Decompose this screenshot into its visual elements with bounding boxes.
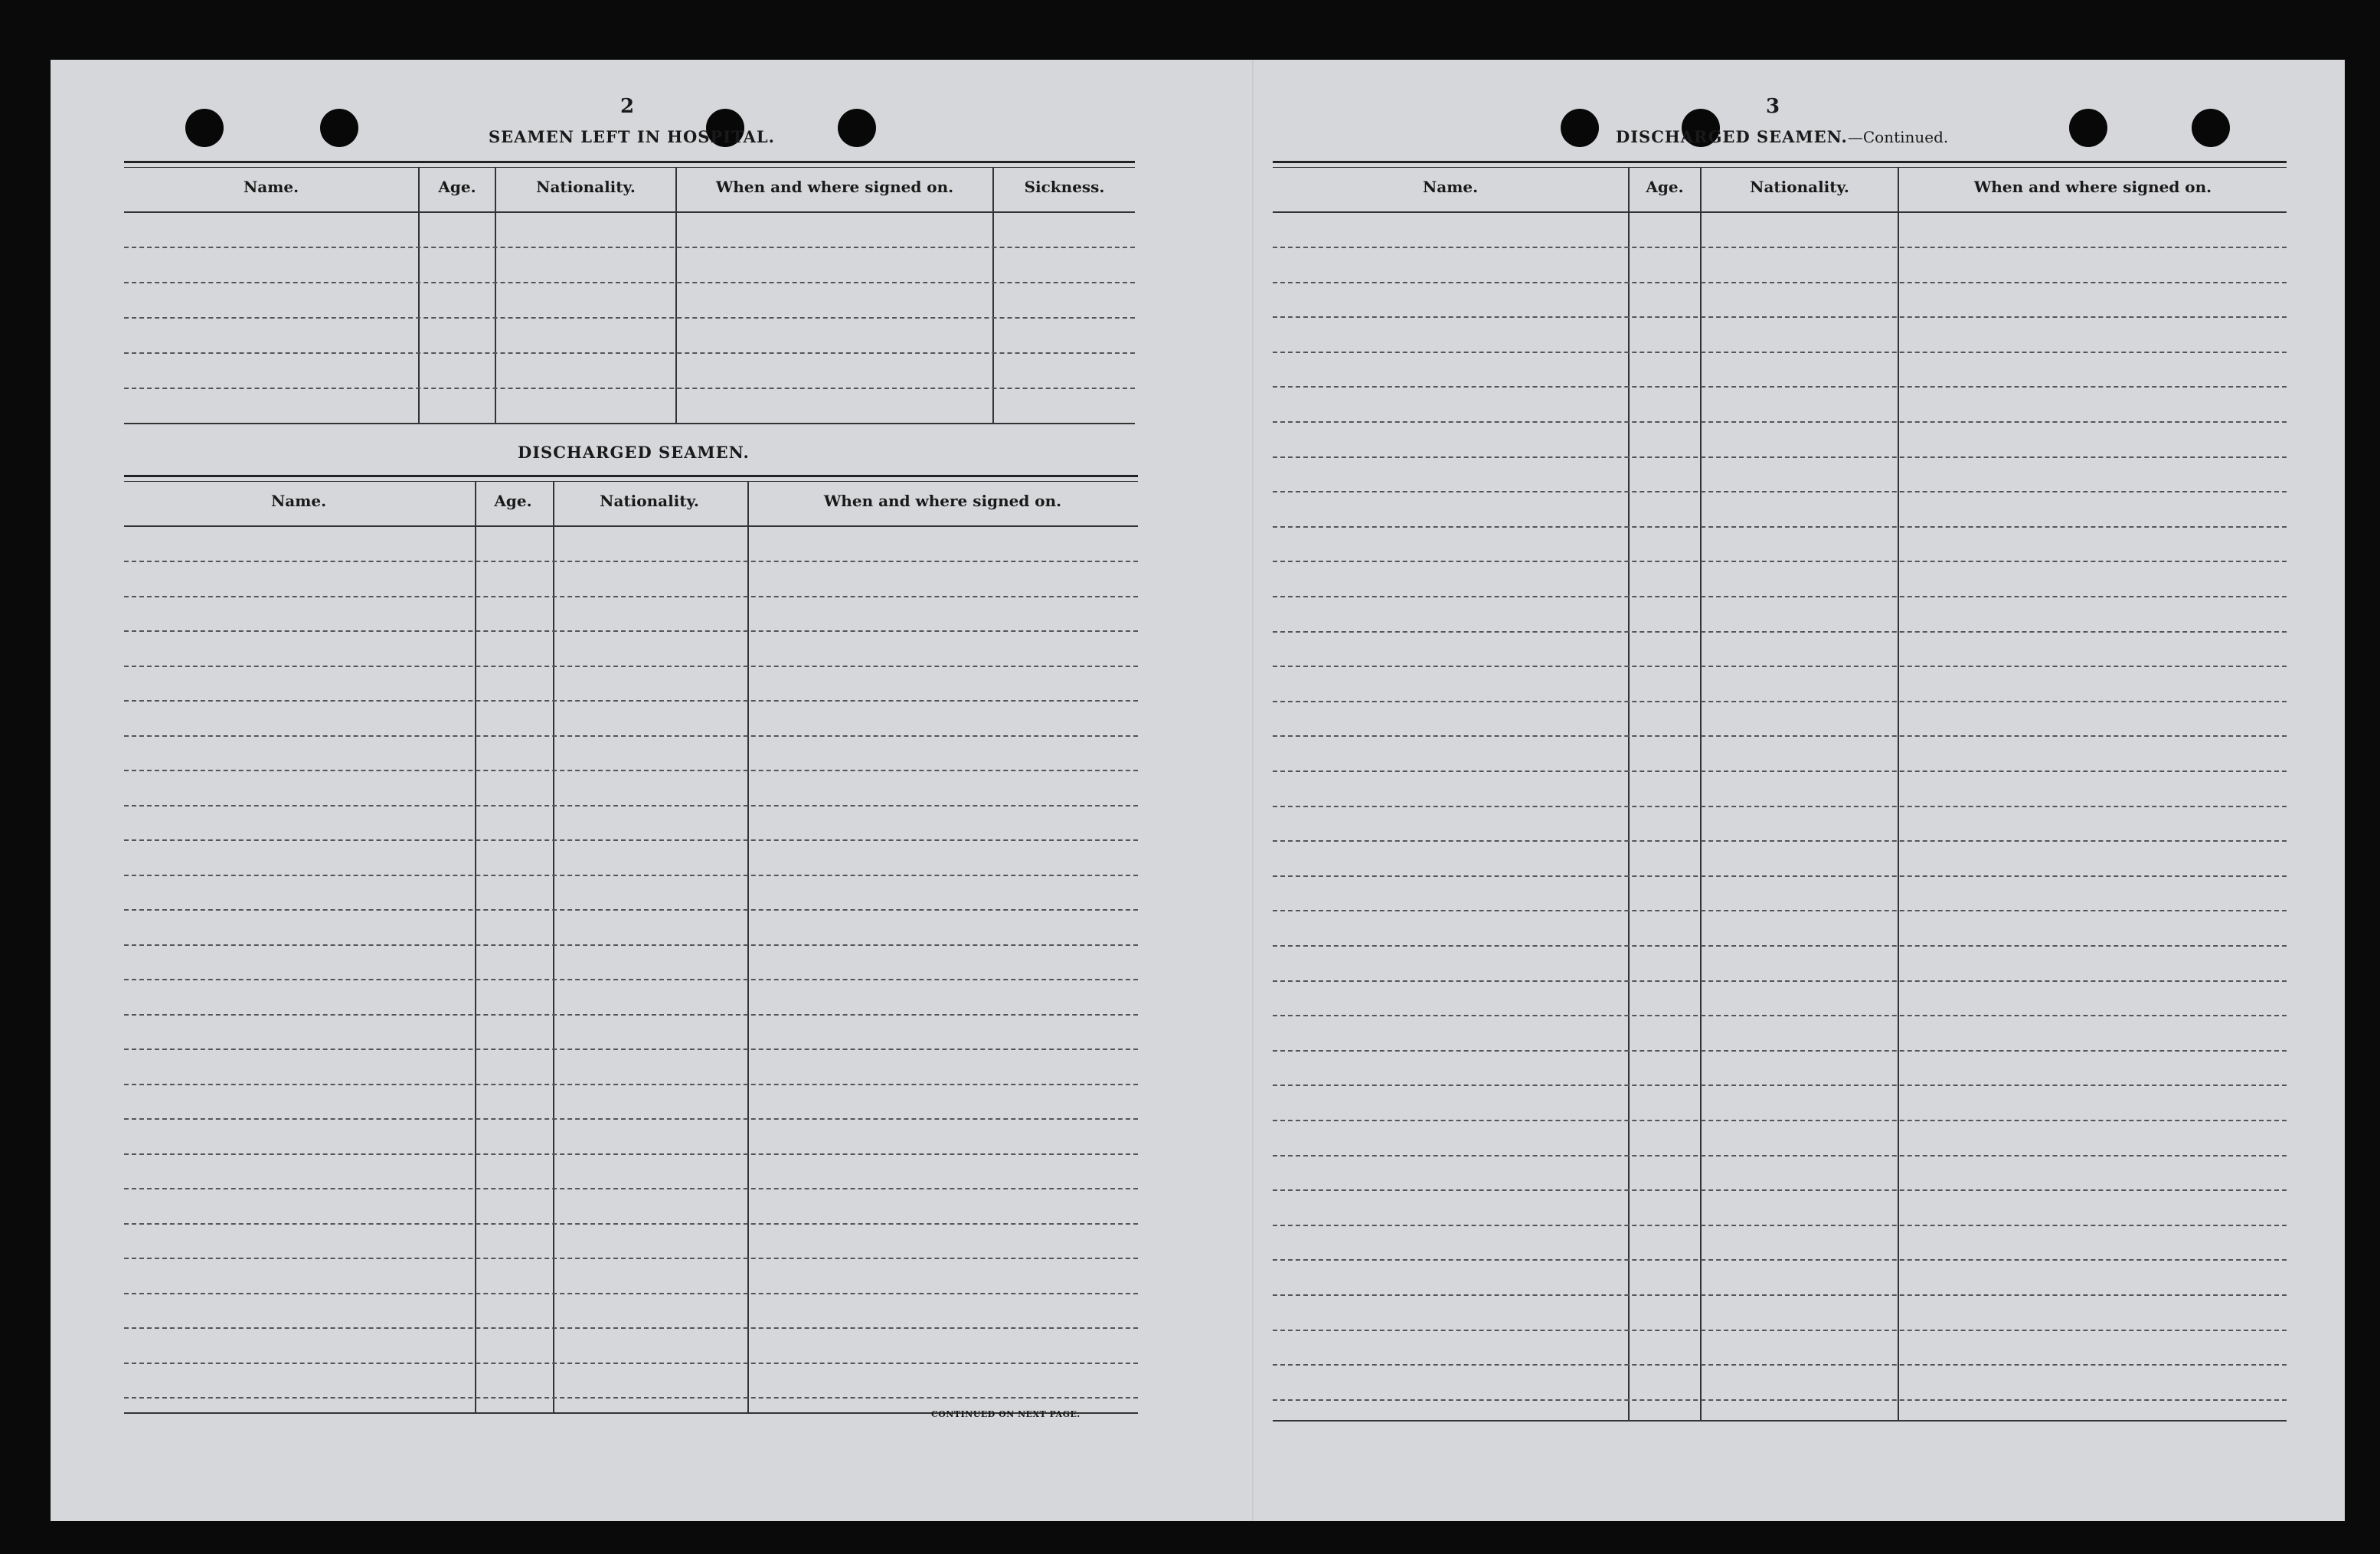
ruled-line: [124, 1397, 1138, 1399]
col-head-nationality: Nationality.: [536, 178, 636, 196]
ruled-line: [1273, 945, 2287, 947]
punch-hole: [838, 109, 876, 147]
ruled-line: [1273, 1225, 2287, 1226]
col-head-name: Name.: [1422, 178, 1479, 196]
ruled-line: [1273, 666, 2287, 667]
ruled-line: [1273, 1015, 2287, 1016]
ruled-line: [124, 875, 1138, 876]
ruled-line: [124, 735, 1138, 737]
ruled-line: [1273, 1330, 2287, 1331]
ruled-line: [1273, 806, 2287, 807]
ruled-line: [124, 839, 1138, 841]
ruled-line: [124, 909, 1138, 911]
document-sheet: [51, 60, 2345, 1521]
ruled-line: [1273, 1399, 2287, 1401]
col-head-when-where: When and where signed on.: [823, 492, 1062, 510]
page-number-right: 3: [1766, 95, 1780, 118]
ruled-line: [1273, 386, 2287, 388]
col-head-when-where: When and where signed on.: [715, 178, 954, 196]
ruled-line: [124, 1293, 1138, 1294]
ruled-line: [1273, 875, 2287, 877]
punch-hole: [2069, 109, 2107, 147]
ruled-line: [124, 1084, 1138, 1085]
hospital-table: [124, 161, 1135, 429]
ruled-line: [1273, 596, 2287, 597]
punch-hole: [320, 109, 358, 147]
ruled-line: [1273, 1259, 2287, 1261]
ruled-line: [1273, 247, 2287, 248]
col-head-name: Name.: [270, 492, 327, 510]
ruled-line: [124, 979, 1138, 980]
ruled-line: [124, 1049, 1138, 1050]
ruled-line: [1273, 1155, 2287, 1157]
ruled-line: [124, 1188, 1138, 1189]
ruled-line: [1273, 1050, 2287, 1052]
ruled-line: [124, 1223, 1138, 1225]
continued-note: CONTINUED ON NEXT PAGE.: [931, 1409, 1080, 1419]
ruled-line: [1273, 770, 2287, 772]
col-head-age: Age.: [494, 492, 532, 510]
ruled-line: [124, 1258, 1138, 1259]
ruled-line: [1273, 1294, 2287, 1296]
discharged-table-left: [124, 475, 1138, 1418]
page-number-left: 2: [620, 95, 635, 118]
ruled-line: [1273, 456, 2287, 458]
ruled-line: [1273, 526, 2287, 528]
ruled-line: [1273, 282, 2287, 283]
ruled-line: [124, 1153, 1138, 1155]
punch-hole: [2192, 109, 2230, 147]
ruled-line: [124, 1014, 1138, 1016]
ruled-line: [124, 805, 1138, 806]
ruled-line: [1273, 1364, 2287, 1366]
ruled-line: [1273, 1120, 2287, 1121]
ruled-line: [1273, 980, 2287, 982]
ruled-line: [124, 1118, 1138, 1120]
ruled-line: [124, 700, 1138, 702]
ruled-line: [124, 561, 1138, 562]
discharged-table-right: [1273, 161, 2287, 1425]
hospital-section-title: SEAMEN LEFT IN HOSPITAL.: [489, 127, 775, 146]
col-head-name: Name.: [243, 178, 299, 196]
ruled-line: [124, 666, 1138, 667]
ruled-line: [1273, 352, 2287, 353]
ruled-line: [1273, 840, 2287, 842]
col-head-sickness: Sickness.: [1024, 178, 1105, 196]
col-head-nationality: Nationality.: [1750, 178, 1849, 196]
ruled-line: [1273, 1189, 2287, 1191]
ruled-line: [1273, 491, 2287, 492]
ruled-line: [1273, 316, 2287, 318]
ruled-line: [124, 770, 1138, 771]
ruled-line: [124, 1363, 1138, 1364]
punch-hole: [1561, 109, 1599, 147]
ruled-line: [124, 1327, 1138, 1329]
ruled-line: [1273, 631, 2287, 633]
ruled-line: [1273, 701, 2287, 702]
ruled-line: [124, 944, 1138, 946]
page-fold: [1252, 60, 1254, 1521]
col-head-when-where: When and where signed on.: [1973, 178, 2212, 196]
ruled-line: [1273, 561, 2287, 562]
col-head-nationality: Nationality.: [600, 492, 699, 510]
punch-hole: [185, 109, 224, 147]
ruled-line: [1273, 735, 2287, 737]
col-head-age: Age.: [1646, 178, 1684, 196]
discharged-section-title: DISCHARGED SEAMEN.: [518, 443, 750, 462]
discharged-continued-title: [1616, 127, 1948, 146]
discharged-continued-suffix: —Continued.: [1847, 128, 1949, 146]
ruled-line: [1273, 1085, 2287, 1086]
discharged-continued-title-main: DISCHARGED SEAMEN.: [1616, 127, 1848, 146]
ruled-line: [124, 596, 1138, 597]
ruled-line: [1273, 421, 2287, 423]
col-head-age: Age.: [438, 178, 476, 196]
ruled-line: [124, 630, 1138, 632]
ruled-line: [1273, 910, 2287, 911]
